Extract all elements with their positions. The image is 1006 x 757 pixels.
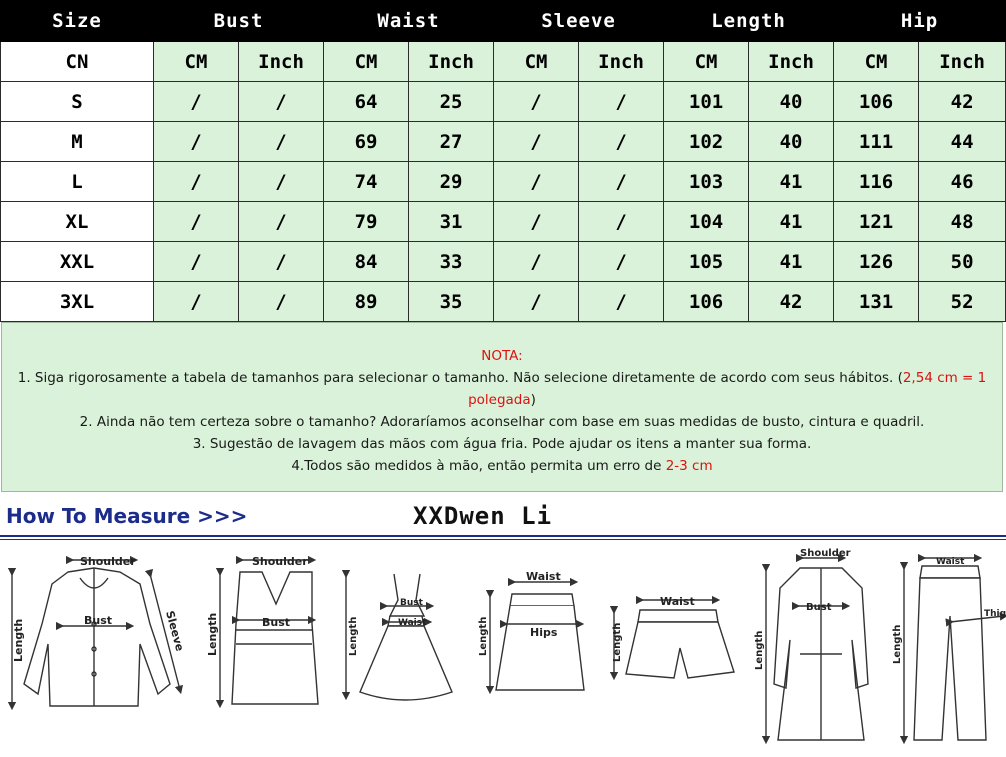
measurement-cell: 52	[919, 282, 1006, 322]
label-length: Length	[892, 624, 903, 664]
measurement-cell: 25	[409, 82, 494, 122]
unit-cell: Inch	[239, 42, 324, 82]
measurement-cell: 116	[834, 162, 919, 202]
size-label-cell: XL	[1, 202, 154, 242]
note-box	[1, 322, 1003, 492]
label-bust: Bust	[84, 614, 113, 627]
measurement-cell: 104	[664, 202, 749, 242]
label-bust: Bust	[262, 616, 291, 629]
measurement-cell: /	[494, 242, 579, 282]
size-label-cell: XXL	[1, 242, 154, 282]
note-line-4-text: 4.Todos são medidos à mão, então permita um erro de	[291, 458, 666, 474]
note-line-3: 3. Sugestão de lavagem das mãos com água fria. Pode ajudar os itens a manter sua forma.	[192, 436, 812, 452]
measurement-cell: 131	[834, 282, 919, 322]
measurement-cell: 42	[749, 282, 834, 322]
measurement-cell: 111	[834, 122, 919, 162]
measurement-cell: /	[239, 162, 324, 202]
label-waist: Waist	[660, 595, 695, 608]
label-length: Length	[478, 616, 489, 656]
measurement-cell: /	[239, 122, 324, 162]
label-thigh: Thig	[984, 609, 1006, 619]
measurement-cell: /	[579, 122, 664, 162]
label-sleeve: Sleeve	[163, 609, 187, 653]
measurement-cell: /	[579, 202, 664, 242]
measurement-cell: 31	[409, 202, 494, 242]
brand-logo: XXDwen Li	[413, 502, 553, 530]
divider	[0, 539, 1006, 540]
note-title: NOTA:	[481, 348, 523, 364]
measurement-cell: 50	[919, 242, 1006, 282]
table-row	[1, 82, 1006, 122]
measurement-cell: 105	[664, 242, 749, 282]
label-length: Length	[348, 616, 359, 656]
measurement-cell: /	[579, 82, 664, 122]
measurement-cell: 106	[834, 82, 919, 122]
size-label-cell: M	[1, 122, 154, 162]
measurement-cell: 48	[919, 202, 1006, 242]
measurement-cell: 35	[409, 282, 494, 322]
measurement-cell: /	[494, 162, 579, 202]
header-waist: Waist	[324, 1, 494, 42]
measurement-cell: /	[239, 282, 324, 322]
unit-cell: CM	[664, 42, 749, 82]
measurement-cell: /	[494, 122, 579, 162]
dress-figure	[346, 574, 452, 700]
table-row	[1, 122, 1006, 162]
unit-cell: CM	[494, 42, 579, 82]
measurement-cell: /	[154, 242, 239, 282]
note-line-1-end: )	[530, 392, 536, 408]
measurement-cell: 41	[749, 162, 834, 202]
table-row	[1, 242, 1006, 282]
measurement-cell: 44	[919, 122, 1006, 162]
label-length: Length	[754, 630, 765, 670]
measurement-cell: 41	[749, 202, 834, 242]
header-sleeve: Sleeve	[494, 1, 664, 42]
label-shoulder: Shoulder	[800, 548, 851, 559]
note-line-1	[2, 367, 1002, 411]
measurement-cell: /	[154, 122, 239, 162]
label-waist: Waist	[936, 557, 965, 567]
measurement-cell: /	[494, 82, 579, 122]
unit-cell: Inch	[919, 42, 1006, 82]
size-label-cell: 3XL	[1, 282, 154, 322]
measurement-cell: 33	[409, 242, 494, 282]
size-table	[0, 0, 1006, 322]
measurement-cell: 42	[919, 82, 1006, 122]
measurement-cell: /	[494, 202, 579, 242]
measurement-cell: 106	[664, 282, 749, 322]
measurement-cell: 29	[409, 162, 494, 202]
label-bust: Bust	[400, 598, 423, 608]
measurement-cell: 27	[409, 122, 494, 162]
how-to-measure-section	[0, 494, 1006, 757]
measurement-cell: 74	[324, 162, 409, 202]
label-hips: Hips	[530, 626, 558, 639]
shorts-figure	[612, 595, 734, 678]
measurement-cell: 102	[664, 122, 749, 162]
measurement-cell: 103	[664, 162, 749, 202]
unit-cell: CM	[324, 42, 409, 82]
measurement-cell: /	[494, 282, 579, 322]
header-length: Length	[664, 1, 834, 42]
measurement-cell: /	[579, 162, 664, 202]
label-shoulder: Shoulder	[80, 555, 136, 568]
unit-cell: CM	[834, 42, 919, 82]
note-line-4	[2, 455, 1002, 477]
measurement-cell: /	[154, 282, 239, 322]
note-conversion: 2,54 cm = 1 polegada	[468, 370, 987, 408]
table-row	[1, 282, 1006, 322]
header-size: Size	[1, 1, 154, 42]
measurement-cell: 84	[324, 242, 409, 282]
measurement-cell: 101	[664, 82, 749, 122]
measure-illustrations	[0, 544, 1006, 754]
measurement-cell: 46	[919, 162, 1006, 202]
unit-cell: CN	[1, 42, 154, 82]
coat-figure	[754, 548, 868, 740]
blouse-figure	[12, 555, 186, 706]
measurement-cell: /	[239, 242, 324, 282]
label-bust: Bust	[806, 602, 832, 613]
divider	[0, 535, 1006, 537]
measurement-cell: 41	[749, 242, 834, 282]
skirt-figure	[478, 570, 584, 690]
measurement-cell: /	[154, 202, 239, 242]
label-shoulder: Shoulder	[252, 555, 308, 568]
note-error-range: 2-3 cm	[665, 458, 713, 474]
label-length: Length	[612, 622, 623, 662]
measurement-cell: 40	[749, 122, 834, 162]
measurement-cell: /	[239, 82, 324, 122]
table-row	[1, 162, 1006, 202]
header-hip: Hip	[834, 1, 1006, 42]
unit-cell: Inch	[749, 42, 834, 82]
measurement-cell: /	[154, 82, 239, 122]
measurement-cell: 40	[749, 82, 834, 122]
note-line-2: 2. Ainda não tem certeza sobre o tamanho? Adoraríamos aconselhar com base em suas medidas de busto, cintura e quadril.	[79, 414, 925, 430]
measurement-cell: /	[579, 242, 664, 282]
label-waist: Waist	[398, 618, 427, 628]
measurement-cell: 126	[834, 242, 919, 282]
label-waist: Waist	[526, 570, 561, 583]
vest-figure	[206, 555, 318, 704]
measurement-cell: 79	[324, 202, 409, 242]
note-line-1-text: 1. Siga rigorosamente a tabela de tamanhos para selecionar o tamanho. Não selecione diretamente de acordo com seus hábitos. (	[17, 370, 903, 386]
label-length: Length	[206, 612, 219, 656]
header-row	[1, 1, 1006, 42]
unit-cell: Inch	[409, 42, 494, 82]
measurement-cell: 64	[324, 82, 409, 122]
label-length: Length	[12, 618, 25, 662]
size-rows	[1, 82, 1006, 322]
how-to-measure-heading: How To Measure >>>	[6, 504, 248, 528]
unit-cell: Inch	[579, 42, 664, 82]
unit-cell: CM	[154, 42, 239, 82]
header-bust: Bust	[154, 1, 324, 42]
size-label-cell: L	[1, 162, 154, 202]
measurement-cell: /	[154, 162, 239, 202]
measurement-cell: 89	[324, 282, 409, 322]
measurement-cell: /	[579, 282, 664, 322]
size-label-cell: S	[1, 82, 154, 122]
measurement-cell: 121	[834, 202, 919, 242]
table-row	[1, 202, 1006, 242]
unit-row	[1, 42, 1006, 82]
measurement-cell: 69	[324, 122, 409, 162]
measurement-cell: /	[239, 202, 324, 242]
pants-figure	[892, 557, 1006, 740]
